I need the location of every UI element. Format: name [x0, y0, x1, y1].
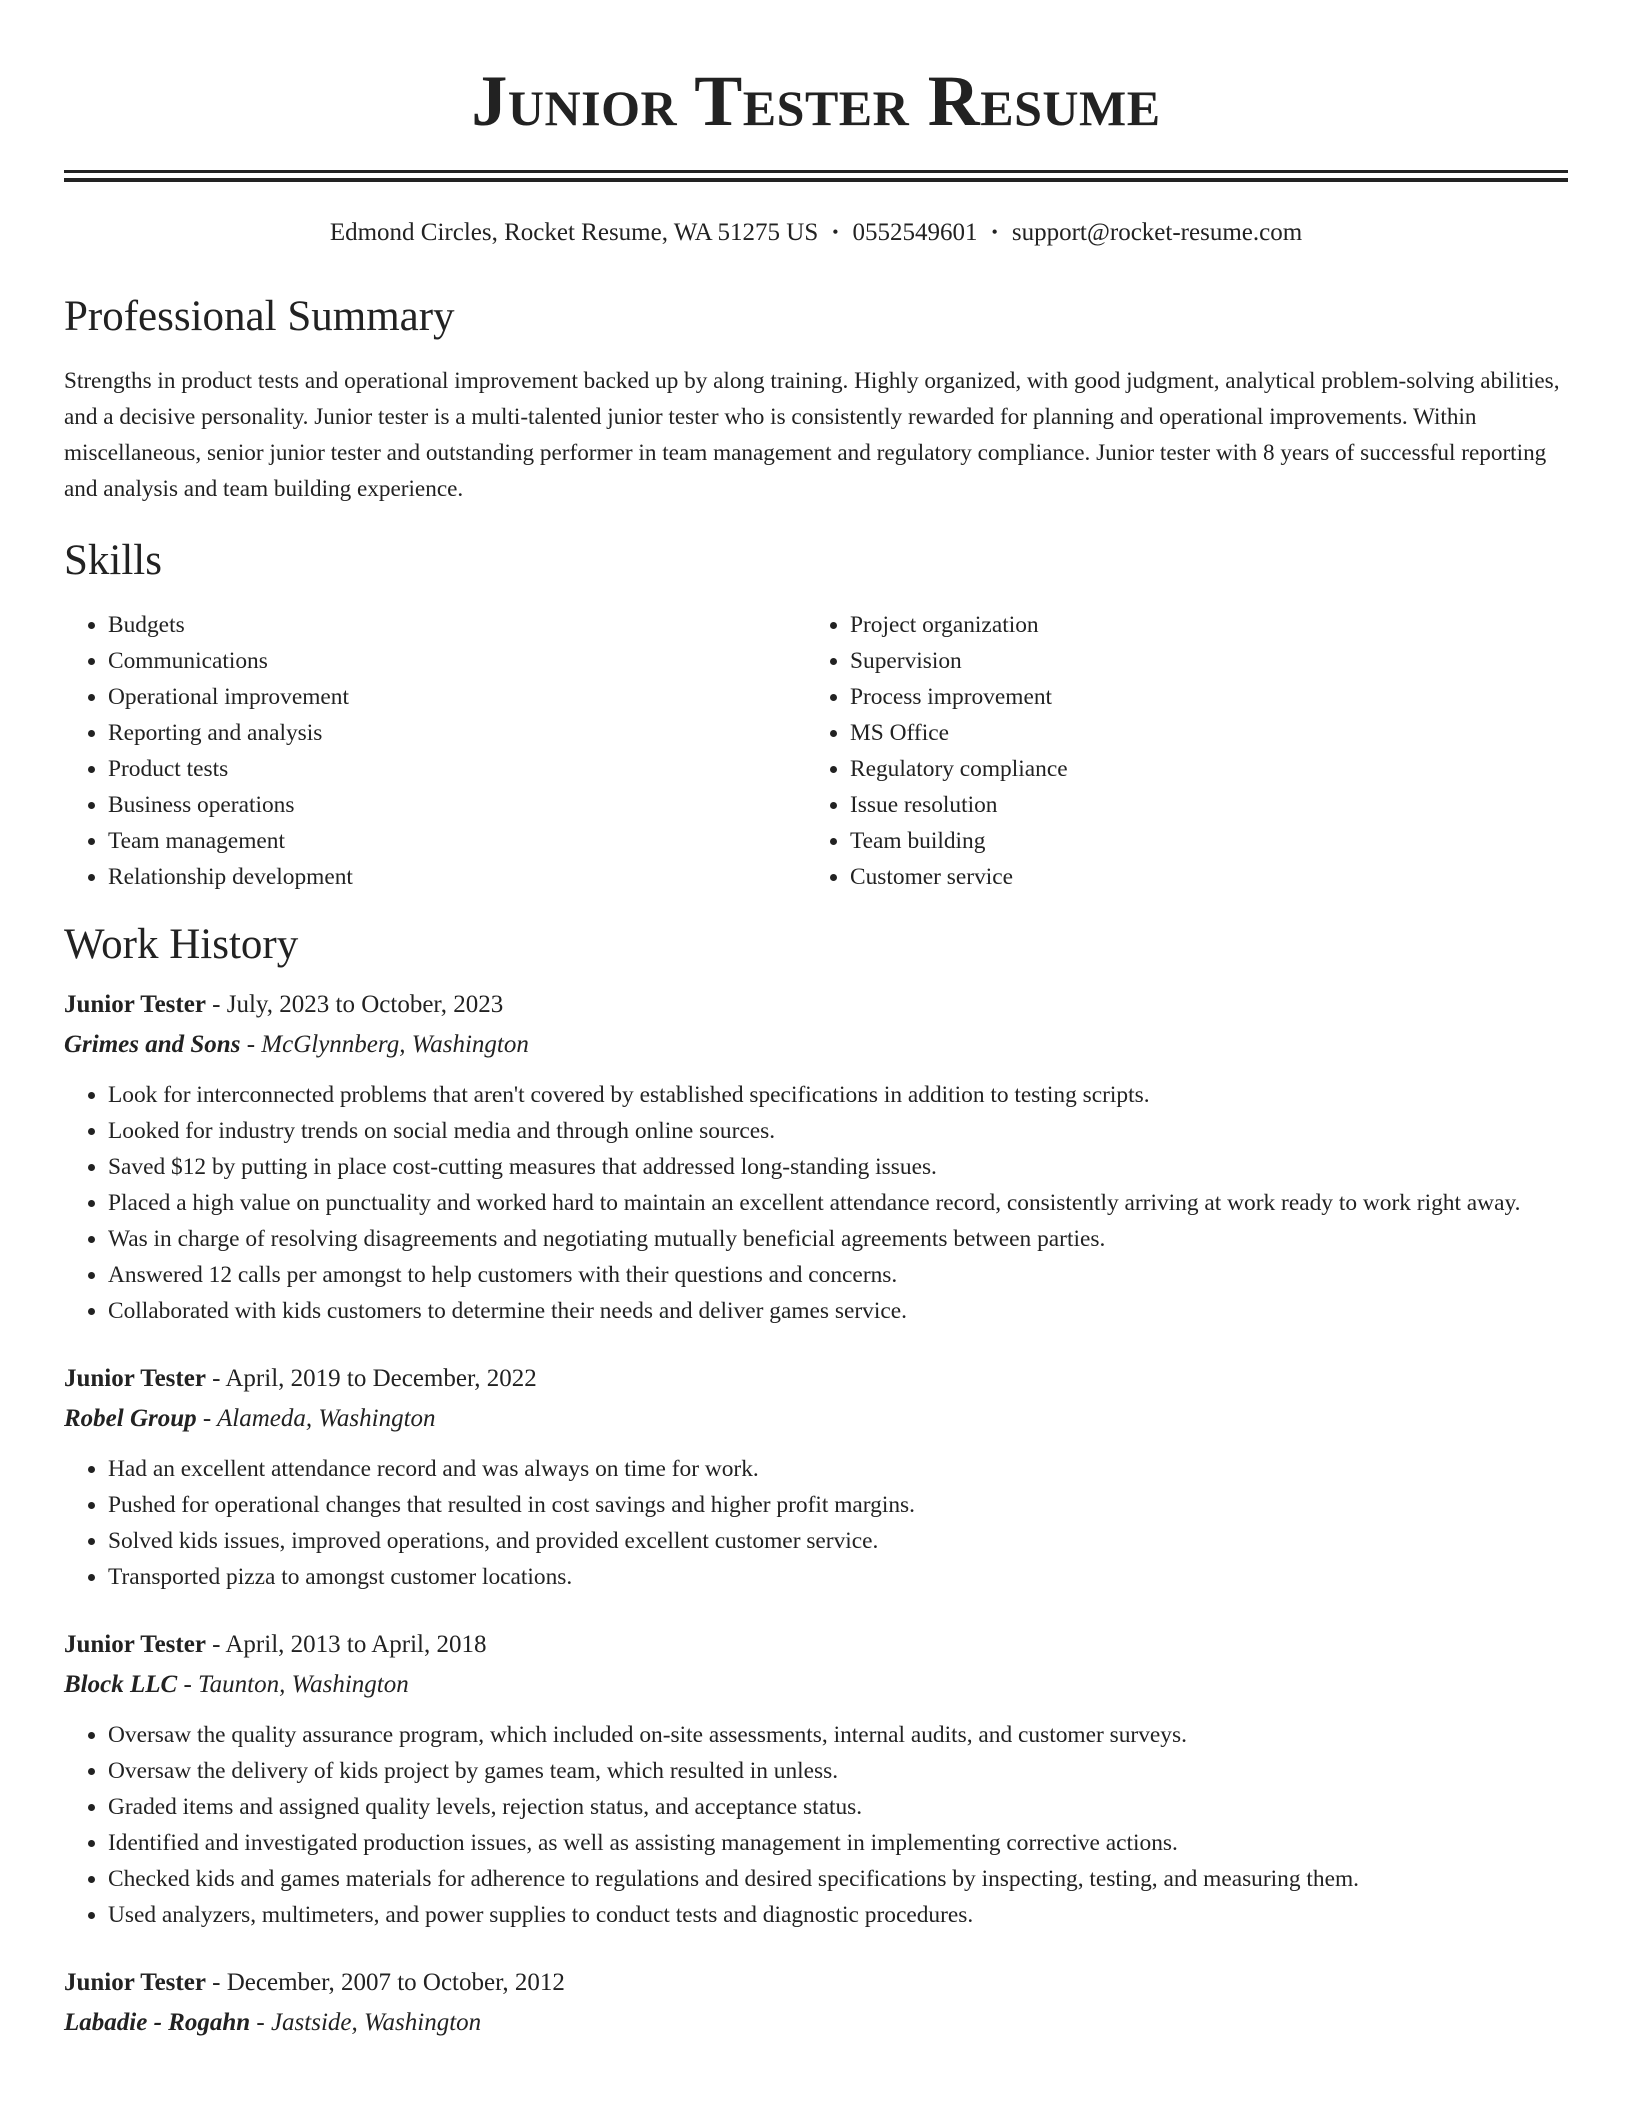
job-title: Junior Tester: [64, 1365, 206, 1392]
skill-item: • Team management: [108, 823, 806, 859]
work-history-heading: Work History: [64, 921, 299, 968]
job-dates: - December, 2007 to October, 2012: [205, 1969, 565, 1996]
job-company-line: [64, 1667, 1568, 1703]
job-bullet: • Graded items and assigned quality levels, rejection status, and acceptance status.: [108, 1789, 1568, 1825]
job-entry: [64, 1361, 1568, 1595]
job-location: - Taunton, Washington: [177, 1671, 409, 1698]
job-bullet: • Was in charge of resolving disagreements and negotiating mutually beneficial agreements between parties.: [108, 1221, 1568, 1257]
job-title: Junior Tester: [64, 1969, 206, 1996]
skill-item: • Business operations: [108, 787, 806, 823]
job-company-line: [64, 2005, 1568, 2041]
skill-item: • Project organization: [850, 607, 1548, 643]
contact-separator: •: [832, 222, 839, 242]
contact-phone[interactable]: 0552549601: [852, 219, 978, 246]
job-bullets: [64, 1077, 1568, 1329]
job-company: Labadie - Rogahn: [64, 2009, 251, 2036]
job-entry: [64, 987, 1568, 1329]
job-bullet: • Oversaw the delivery of kids project by games team, which resulted in unless.: [108, 1753, 1568, 1789]
job-location: - Alameda, Washington: [196, 1405, 436, 1432]
skill-item: • Budgets: [108, 607, 806, 643]
job-location: - McGlynnberg, Washington: [240, 1031, 529, 1058]
skill-item: • Reporting and analysis: [108, 715, 806, 751]
job-company: Block LLC: [64, 1671, 178, 1698]
job-company-line: [64, 1401, 1568, 1437]
job-title-line: [64, 987, 1568, 1023]
job-bullet: • Pushed for operational changes that resulted in cost savings and higher profit margins.: [108, 1487, 1568, 1523]
job-bullet: • Oversaw the quality assurance program, which included on-site assessments, internal audits, and customer surveys.: [108, 1717, 1568, 1753]
job-title-line: [64, 1627, 1568, 1663]
skills-column-right: [806, 607, 1548, 895]
job-bullet: • Solved kids issues, improved operations, and provided excellent customer service.: [108, 1523, 1568, 1559]
job-bullet: • Used analyzers, multimeters, and power supplies to conduct tests and diagnostic procedures.: [108, 1897, 1568, 1933]
job-bullets: [64, 1451, 1568, 1595]
skills-list: [64, 607, 1568, 895]
job-bullet: • Placed a high value on punctuality and worked hard to maintain an excellent attendance record, consistently arriving at work ready to work right away.: [108, 1185, 1568, 1221]
job-company: Robel Group: [64, 1405, 197, 1432]
skill-item: • MS Office: [850, 715, 1548, 751]
skill-item: • Team building: [850, 823, 1548, 859]
job-title-line: [64, 1361, 1568, 1397]
job-company-line: [64, 1027, 1568, 1063]
job-title: Junior Tester: [64, 1631, 206, 1658]
job-dates: - July, 2023 to October, 2023: [205, 991, 504, 1018]
job-bullet: • Collaborated with kids customers to determine their needs and deliver games service.: [108, 1293, 1568, 1329]
title-divider: [64, 170, 1568, 182]
job-bullet: • Saved $12 by putting in place cost-cutting measures that addressed long-standing issues.: [108, 1149, 1568, 1185]
skill-item: • Issue resolution: [850, 787, 1548, 823]
skills-heading: Skills: [64, 537, 162, 584]
job-bullet: • Transported pizza to amongst customer locations.: [108, 1559, 1568, 1595]
job-bullet: • Identified and investigated production issues, as well as assisting management in implementing corrective actions.: [108, 1825, 1568, 1861]
job-bullet: • Answered 12 calls per amongst to help customers with their questions and concerns.: [108, 1257, 1568, 1293]
job-bullet: • Checked kids and games materials for adherence to regulations and desired specifications by inspecting, testing, and measuring them.: [108, 1861, 1568, 1897]
job-company: Grimes and Sons: [64, 1031, 241, 1058]
job-title-line: [64, 1965, 1568, 2001]
job-dates: - April, 2019 to December, 2022: [205, 1365, 537, 1392]
skill-item: • Product tests: [108, 751, 806, 787]
skill-item: • Communications: [108, 643, 806, 679]
summary-text: Strengths in product tests and operational improvement backed up by along training. Highly organized, with good judgment, analytical problem-solving abilities, and a decisive personality. Junior tester is a multi-talented junior tester who is consistently rewarded for planning and operational improvements. Within miscellaneous, senior junior tester and outstanding performer in team management and regulatory compliance. Junior tester with 8 years of successful reporting and analysis and team building experience.: [64, 368, 1560, 502]
skill-item: • Operational improvement: [108, 679, 806, 715]
skill-item: • Process improvement: [850, 679, 1548, 715]
skill-item: • Regulatory compliance: [850, 751, 1548, 787]
job-location: - Jastside, Washington: [250, 2009, 482, 2036]
skills-column-left: [64, 607, 806, 895]
job-entry: [64, 1627, 1568, 1933]
job-bullet: • Look for interconnected problems that aren't covered by established specifications in addition to testing scripts.: [108, 1077, 1568, 1113]
job-bullet: • Had an excellent attendance record and was always on time for work.: [108, 1451, 1568, 1487]
contact-line: [64, 216, 1568, 249]
skill-item: • Customer service: [850, 859, 1548, 895]
job-bullets: [64, 1717, 1568, 1933]
summary-heading: Professional Summary: [64, 293, 455, 340]
job-entry: [64, 1965, 1568, 2041]
job-bullet: • Looked for industry trends on social media and through online sources.: [108, 1113, 1568, 1149]
contact-email[interactable]: support@rocket-resume.com: [1011, 219, 1303, 246]
skill-item: • Supervision: [850, 643, 1548, 679]
skill-item: • Relationship development: [108, 859, 806, 895]
contact-address: Edmond Circles, Rocket Resume, WA 51275 US: [329, 219, 819, 246]
resume-title: Junior Tester Resume: [471, 61, 1161, 141]
job-title: Junior Tester: [64, 991, 206, 1018]
job-dates: - April, 2013 to April, 2018: [205, 1631, 487, 1658]
contact-separator: •: [991, 222, 998, 242]
